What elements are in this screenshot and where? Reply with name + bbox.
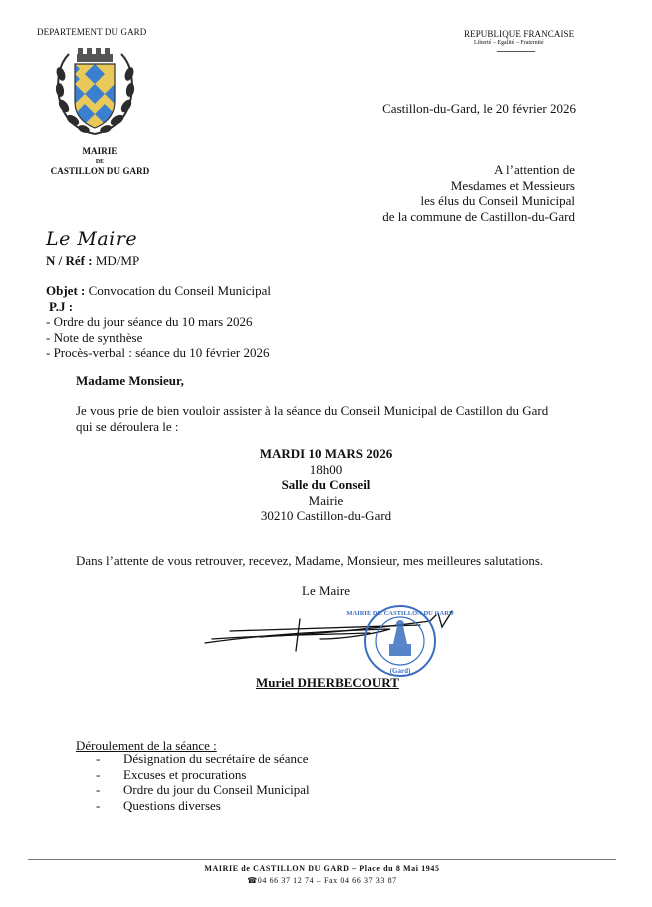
closing-line: Dans l’attente de vous retrouver, recevez, Madame, Monsieur, mes meilleures salutations.	[76, 553, 544, 568]
recipient-line: Mesdames et Messieurs	[450, 177, 575, 193]
agenda-item-text: Ordre du jour du Conseil Municipal	[123, 782, 310, 797]
list-item: - Questions diverses	[96, 797, 221, 813]
body-paragraph	[76, 403, 548, 434]
body-line: qui se déroulera le :	[76, 418, 179, 434]
signature-title: Le Maire	[302, 583, 351, 598]
object-label: Objet :	[46, 283, 86, 298]
object-value: Convocation du Conseil Municipal	[88, 283, 271, 298]
list-item: - Désignation du secrétaire de séance	[96, 751, 309, 766]
meeting-place: Mairie	[308, 492, 344, 508]
salutation: Madame Monsieur,	[76, 373, 184, 388]
agenda-item-text: Excuses et procurations	[123, 766, 247, 782]
list-item: - Excuses et procurations	[96, 766, 247, 782]
department-label: DEPARTEMENT DU GARD	[37, 27, 147, 37]
mairie-de-label: DE	[95, 159, 105, 165]
pj-item: - Ordre du jour séance du 10 mars 2026	[46, 314, 253, 329]
object-line	[46, 283, 271, 299]
reference-label: N / Réf :	[46, 253, 93, 268]
republic-label: REPUBLIQUE FRANCAISE	[464, 29, 575, 39]
stamp-top-text: MAIRIE DE CASTILLON DU GARD	[346, 610, 454, 617]
republic-divider	[497, 51, 535, 52]
list-item: - Ordre du jour du Conseil Municipal	[96, 782, 310, 797]
reference-line	[46, 253, 139, 269]
official-stamp	[346, 604, 454, 678]
coat-of-arms	[51, 44, 139, 140]
agenda-item-text: Désignation du secrétaire de séance	[123, 751, 309, 766]
object-block	[46, 283, 271, 361]
stamp-bottom-text: (Gard)	[389, 667, 411, 675]
mairie-commune-label: CASTILLON DU GARD	[50, 166, 150, 176]
recipient-block	[382, 162, 575, 224]
pj-item: - Procès-verbal : séance du 10 février 2026	[46, 345, 270, 360]
meeting-room: Salle du Conseil	[281, 477, 371, 492]
date-line: Castillon-du-Gard, le 20 février 2026	[382, 101, 576, 116]
meeting-block	[226, 446, 426, 524]
le-maire-heading: Le Maire	[46, 228, 138, 250]
body-line: Je vous prie de bien vouloir assister à la séance du Conseil Municipal de Castillon du Gard	[76, 403, 549, 418]
republic-motto: Liberté – Egalité – Fraternité	[474, 40, 544, 46]
meeting-time: 18h00	[309, 461, 343, 477]
footer-divider	[28, 859, 616, 860]
agenda-item-text: Questions diverses	[123, 797, 221, 813]
coat-of-arms-icon	[51, 44, 139, 140]
agenda-list	[96, 751, 310, 813]
stamp-icon	[346, 604, 454, 678]
footer-address: MAIRIE de CASTILLON DU GARD – Place du 8 Mai 1945	[204, 864, 440, 873]
meeting-city: 30210 Castillon-du-Gard	[260, 508, 392, 523]
meeting-date: MARDI 10 MARS 2026	[259, 446, 393, 461]
recipient-line: A l’attention de	[494, 162, 575, 177]
pj-label: P.J :	[49, 298, 74, 314]
signatory-name: Muriel DHERBECOURT	[256, 675, 399, 690]
mairie-label: MAIRIE	[82, 146, 118, 156]
recipient-line: les élus du Conseil Municipal	[420, 193, 575, 208]
agenda-title: Déroulement de la séance :	[76, 738, 217, 753]
recipient-line: de la commune de Castillon-du-Gard	[382, 208, 575, 224]
footer-phone: ☎04 66 37 12 74 – Fax 04 66 37 33 87	[247, 876, 397, 885]
pj-item: - Note de synthèse	[46, 329, 143, 345]
reference-value: MD/MP	[95, 253, 140, 268]
